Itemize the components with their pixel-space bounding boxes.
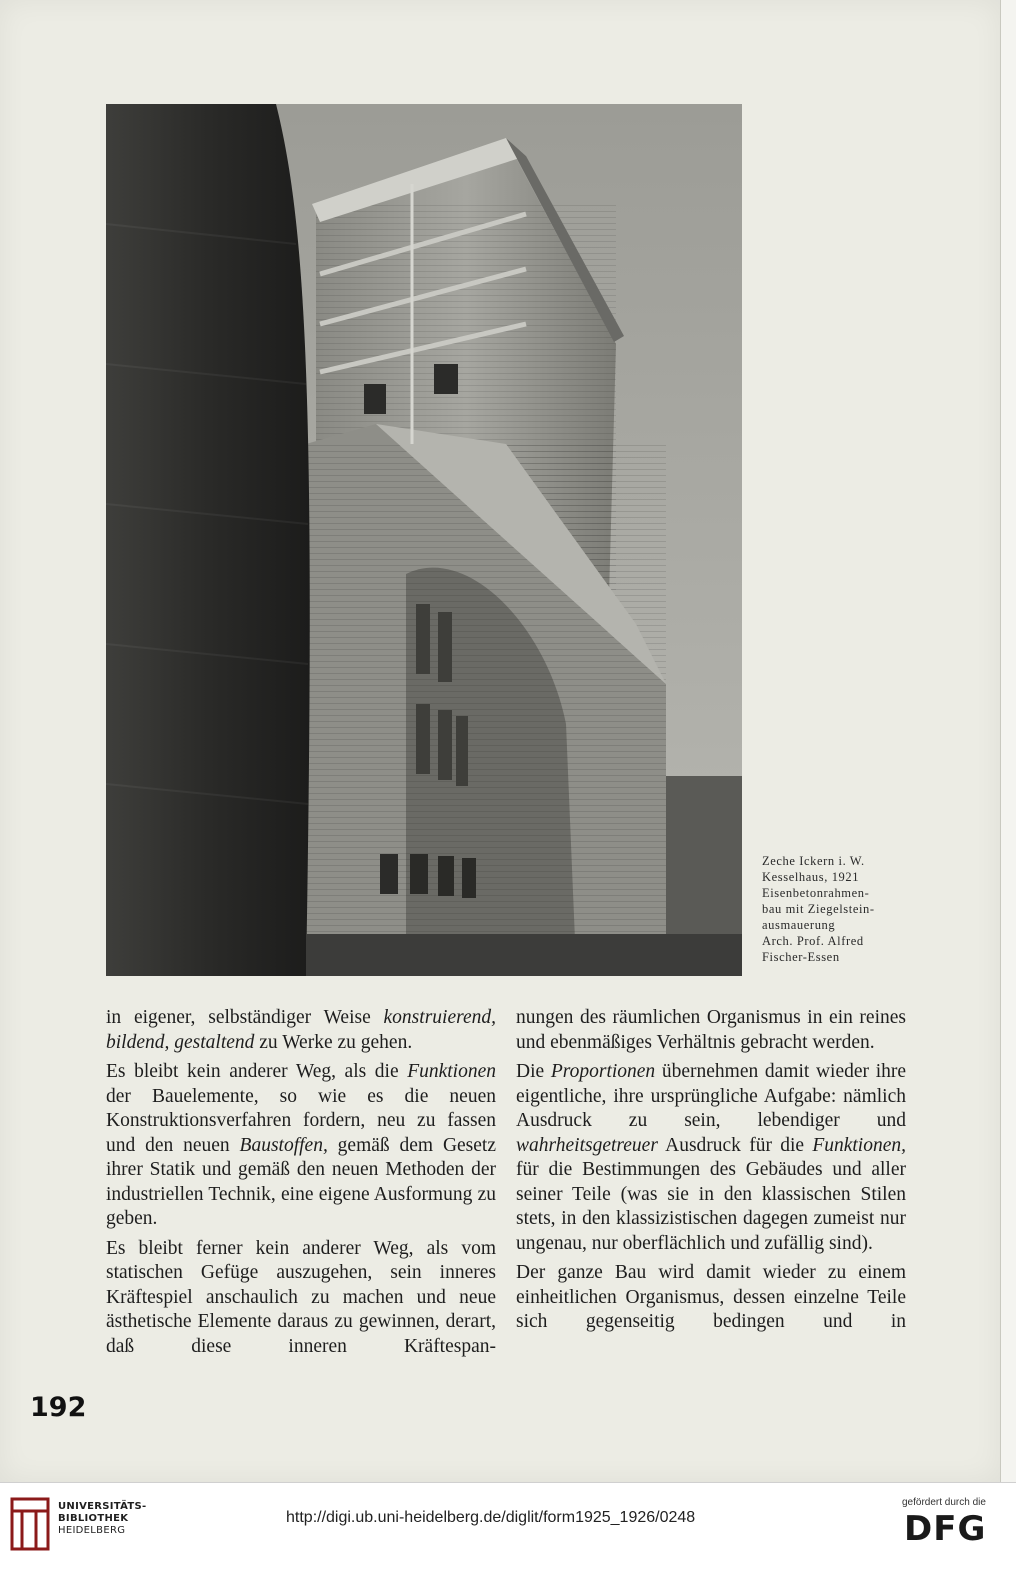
- text-run: übernehmen damit wieder ihre eigentliche, ihre ursprüngliche Aufgabe: nämlich Ausdruck zu sein, lebendiger und: [516, 1061, 907, 1131]
- permalink-url[interactable]: http://digi.ub.uni-heidelberg.de/diglit/form1925_1926/0248: [286, 1509, 696, 1526]
- text-run: Der ganze Bau wird damit wieder zu einem einheitlichen Organismus, dessen einzelne Teile sich gegenseitig bedingen und in: [516, 1262, 906, 1332]
- library-name-line: BIBLIOTHEK: [58, 1513, 129, 1524]
- paragraph: [106, 1060, 496, 1232]
- dfg-logo: DFG: [904, 1509, 987, 1549]
- caption-line: Arch. Prof. Alfred: [762, 934, 864, 948]
- library-name-line: HEIDELBERG: [58, 1525, 126, 1536]
- page-edge: [1000, 0, 1016, 1482]
- text-column-left: [106, 1006, 496, 1364]
- text-run: der Bauelemente, so wie es die neuen Konstruktionsverfahren fordern, neu zu fassen und den neuen: [106, 1085, 496, 1156]
- text-run: gemäß dem Gesetz ihrer Statik und gemäß den neuen Methoden der industriellen Technik, eine eigene Ausformung zu geben.: [106, 1134, 496, 1229]
- caption-line: bau mit Ziegelstein-: [762, 902, 875, 916]
- library-name: [58, 1501, 147, 1537]
- page-number: 192: [30, 1392, 87, 1423]
- text-run: Es bleibt ferner kein anderer Weg, als vom statischen Gefüge auszugehen, sein inneres Kräftespiel anschaulich zu machen und neue ästhetische Elemente daraus zu gewinnen, derart, daß diese inneren Kräftespan-: [106, 1237, 496, 1357]
- caption-line: Zeche Ickern i. W.: [762, 854, 865, 868]
- caption-line: ausmauerung: [762, 918, 836, 932]
- text-run: nungen des räumlichen Organismus in ein reines und ebenmäßiges Verhältnis gebracht werden.: [516, 1007, 906, 1053]
- paragraph: [106, 1006, 496, 1055]
- caption-line: Kesselhaus, 1921: [762, 870, 860, 884]
- text-run: Die: [516, 1061, 551, 1082]
- caption-line: Eisenbetonrahmen-: [762, 886, 870, 900]
- italic-text: Funktionen: [407, 1061, 496, 1082]
- text-run: Ausdruck für die: [657, 1134, 813, 1156]
- italic-text: wahrheitsgetreuer: [516, 1134, 658, 1156]
- viewer-footer: [0, 1482, 1016, 1569]
- italic-text: Baustoffen,: [239, 1134, 328, 1156]
- text-column-right: [516, 1006, 906, 1340]
- paragraph: [516, 1261, 906, 1335]
- text-run: für die Bestimmungen des Gebäudes und aller seiner Teile (was sie in den klassischen Stilen stets, in den klassizistischen dagegen zumeist nur ungenau, nur oberflächlich und zufällig sind).: [516, 1159, 906, 1254]
- text-run: in eigener, selbständiger Weise: [106, 1007, 384, 1028]
- funding-note: gefördert durch die: [902, 1497, 986, 1508]
- library-logo-icon: [10, 1497, 50, 1551]
- library-name-line: UNIVERSITÄTS-: [58, 1501, 147, 1512]
- text-run: zu Werke zu gehen.: [254, 1031, 413, 1053]
- italic-text: Proportionen: [550, 1061, 656, 1082]
- paragraph: [516, 1060, 906, 1256]
- italic-text: Funktionen,: [812, 1134, 906, 1156]
- photo-caption: [762, 853, 962, 965]
- italic-text: konstruierend, bildend, gestaltend: [106, 1007, 496, 1053]
- caption-line: Fischer-Essen: [762, 950, 840, 964]
- building-photograph: [106, 104, 742, 976]
- paragraph: [516, 1006, 906, 1055]
- text-run: Es bleibt kein anderer Weg, als die: [106, 1061, 408, 1082]
- paragraph: [106, 1237, 496, 1360]
